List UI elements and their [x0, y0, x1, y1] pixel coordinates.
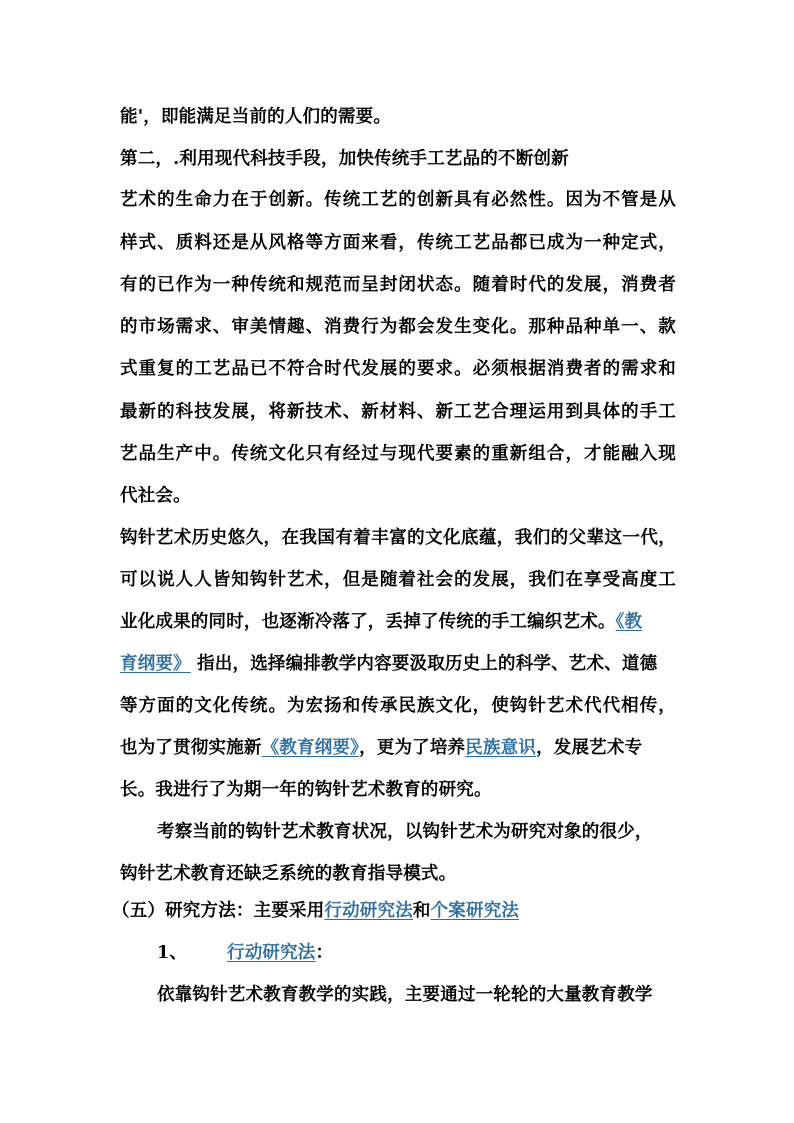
text-segment: 指出，选择编排教学内容要汲取历史上的科学、艺术、道德 — [197, 654, 658, 674]
text-segment: ，发展艺术专 — [536, 738, 643, 758]
text-segment: 和 — [412, 901, 431, 921]
text-line: 可以说人人皆知钩针艺术，但是随着社会的发展，我们在享受高度工 — [120, 570, 676, 590]
text-segment: 业化成果的同时，也逐渐冷落了，丢掉了传统的手工编织艺术。 — [120, 612, 616, 632]
text-segment: （五）研究方法：主要采用 — [112, 901, 325, 921]
text-line: 的市场需求、审美情趣、消费行为都会发生变化。那种品种单一、款 — [120, 317, 676, 337]
methods-heading — [112, 900, 668, 922]
item-number: 1、 — [157, 943, 188, 963]
numbered-item — [157, 942, 713, 964]
education-outline-link-2[interactable]: 《教育纲要》 — [261, 738, 360, 758]
text-line: 样式、质料还是从风格等方面来看，传统工艺品都已成为一种定式， — [120, 233, 676, 253]
text-line: 能'，即能满足当前的人们的需要。 — [120, 107, 392, 127]
text-line — [120, 653, 676, 675]
text-segment: ： — [315, 943, 334, 963]
text-line: 艺品生产中。传统文化只有经过与现代要素的重新组合，才能融入现 — [120, 444, 676, 464]
text-line: 艺术的生命力在于创新。传统工艺的创新具有必然性。因为不管是从 — [120, 190, 676, 210]
text-line: 有的已作为一种传统和规范而呈封闭状态。随着时代的发展，消费者 — [120, 275, 676, 295]
education-outline-link[interactable]: 育纲要》 — [120, 654, 191, 674]
text-line: 长。我进行了为期一年的钩针艺术教育的研究。 — [120, 780, 492, 800]
national-consciousness-link[interactable]: 民族意识 — [465, 738, 537, 758]
case-study-link[interactable]: 个案研究法 — [430, 901, 520, 921]
text-line — [120, 737, 676, 759]
text-line: 依靠钩针艺术教育教学的实践，主要通过一轮轮的大量教育教学 — [157, 985, 653, 1005]
text-segment: 也为了贯彻实施新 — [120, 738, 262, 758]
text-line — [120, 611, 676, 633]
text-line: 钩针艺术教育还缺乏系统的教育指导模式。 — [120, 864, 457, 884]
text-line: 式重复的工艺品已不符合时代发展的要求。必须根据消费者的需求和 — [120, 359, 676, 379]
text-segment: ，更为了培养 — [359, 738, 466, 758]
section-heading: 第二，.利用现代科技手段，加快传统手工艺品的不断创新 — [120, 149, 569, 169]
action-research-link-2[interactable]: 行动研究法 — [227, 943, 316, 963]
text-line: 考察当前的钩针艺术教育状况，以钩针艺术为研究对象的很少， — [157, 822, 653, 842]
text-line: 钩针艺术历史悠久，在我国有着丰富的文化底蕴，我们的父辈这一代， — [120, 528, 676, 548]
text-line: 代社会。 — [120, 486, 191, 506]
action-research-link[interactable]: 行动研究法 — [324, 901, 413, 921]
education-outline-link[interactable]: 《教 — [615, 612, 643, 632]
text-line: 等方面的文化传统。为宏扬和传承民族文化，使钩针艺术代代相传， — [120, 696, 676, 716]
text-line: 最新的科技发展，将新技术、新材料、新工艺合理运用到具体的手工 — [120, 402, 676, 422]
